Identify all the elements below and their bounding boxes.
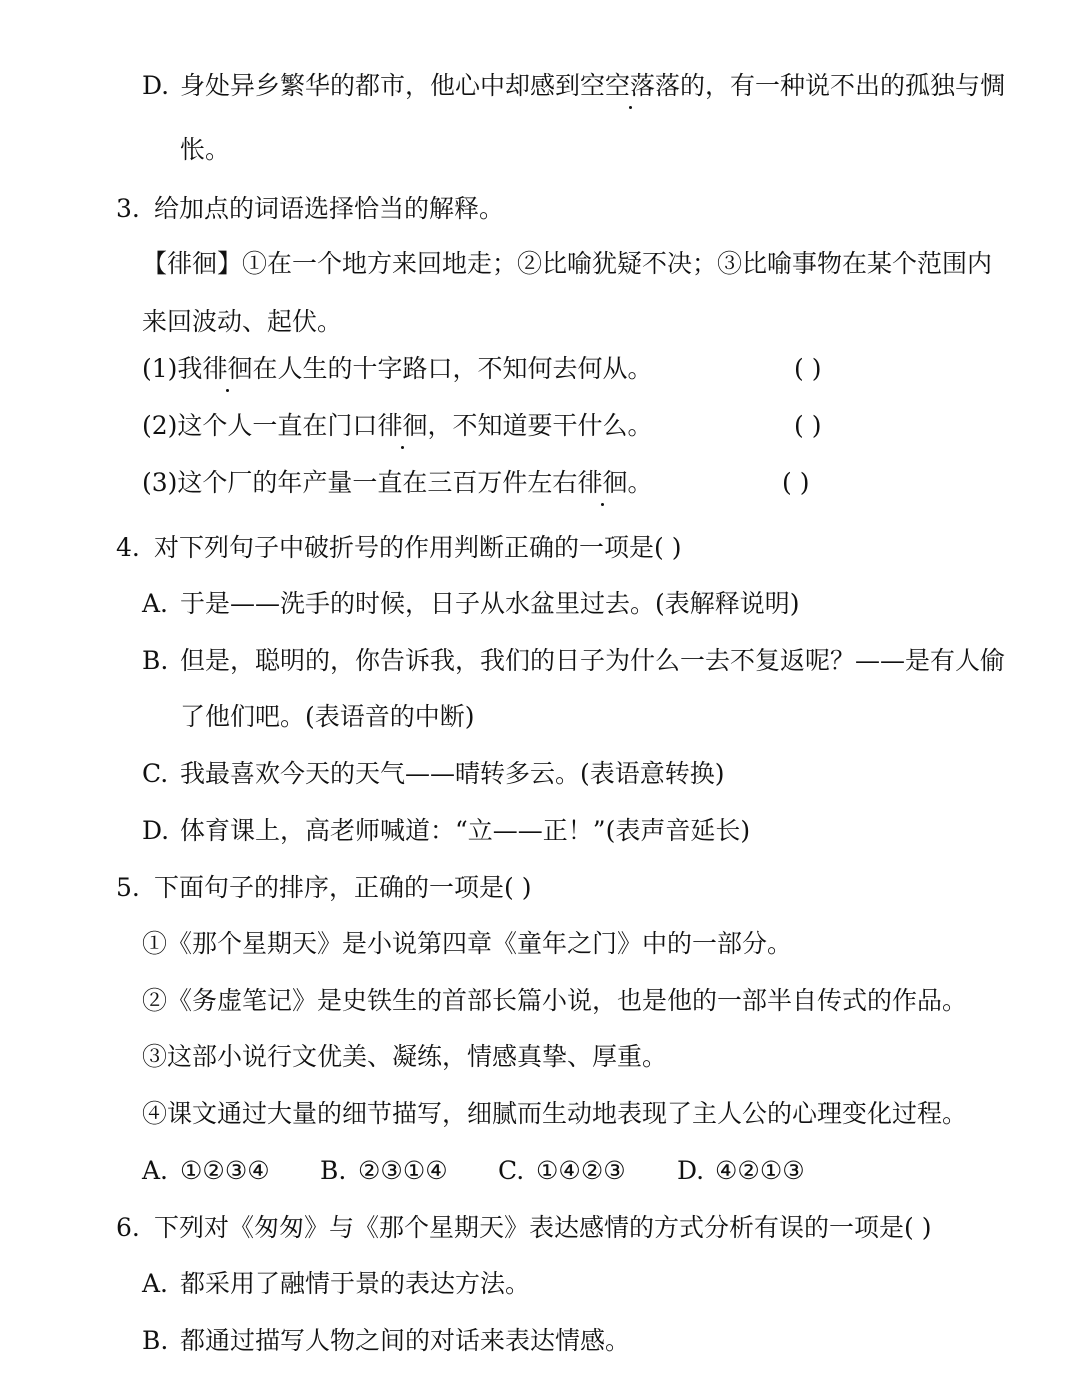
question-number: 5. [116,873,140,902]
option-label: A. [142,589,169,618]
item-text-pre: 这个人一直在门口 [177,411,378,440]
item-number: (1) [142,354,178,383]
q5-choice-a[interactable] [142,1155,270,1187]
q4-option-b [142,645,1005,677]
q5-choice-d[interactable] [677,1155,805,1187]
answer-blank[interactable]: ( ) [794,411,822,440]
option-label: B. [142,1326,169,1355]
choice-text: ①②③④ [180,1156,270,1185]
choice-text: ②③①④ [358,1156,448,1185]
question-5-stem [116,872,531,904]
option-text: 都采用了融情于景的表达方法。 [180,1269,531,1298]
item-text-post: 在人生的十字路口，不知何去何从。 [252,354,653,383]
option-label: D. [142,71,170,100]
option-text: 体育课上，高老师喊道：“立——正！”(表声音延长) [180,816,751,845]
definition-line-1: 【徘徊】①在一个地方来回地走；②比喻犹疑不决；③比喻事物在某个范围内 [142,249,993,278]
question-text: 给加点的词语选择恰当的解释。 [154,194,505,223]
question-3-stem [116,193,504,225]
item-text-post: ，不知道要干什么。 [427,411,653,440]
answer-blank[interactable]: ( ) [782,468,810,497]
option-text-pre: 身处异乡繁华的都市，他心中却感到 [180,71,581,100]
q3-item-1 [142,353,652,385]
q5-sentence-4: ④课文通过大量的细节描写，细腻而生动地表现了主人公的心理变化过程。 [142,1099,968,1128]
answer-blank[interactable]: ( ) [794,354,822,383]
question-6-stem [116,1212,931,1244]
q3-item-2 [142,410,652,442]
q5-sentence-1: ①《那个星期天》是小说第四章《童年之门》中的一部分。 [142,929,793,958]
item-text-pre: 我 [177,354,203,383]
dotted-word: 徘徊 [202,354,253,383]
question-4-stem [116,532,681,564]
option-label: C. [142,759,169,788]
q4-option-a [142,588,800,620]
option-text-post: 的，有一种说不出的孤独与惆 [680,71,1006,100]
item-number: (2) [142,411,178,440]
q2-option-d-continuation: 怅。 [180,135,231,164]
choice-label: A. [142,1156,169,1185]
question-text: 下面句子的排序，正确的一项是( ) [154,873,532,902]
q6-option-b [142,1325,630,1357]
dotted-word: 徘徊 [577,468,628,497]
dotted-word: 徘徊 [377,411,428,440]
choice-text: ①④②③ [536,1156,626,1185]
option-text: 我最喜欢今天的天气——晴转多云。(表语意转换) [180,759,725,788]
question-text: 对下列句子中破折号的作用判断正确的一项是( ) [154,533,682,562]
q4-option-b-continuation: 了他们吧。(表语音的中断) [180,702,475,731]
q4-option-d [142,815,750,847]
option-label: B. [142,646,169,675]
q5-sentence-3: ③这部小说行文优美、凝练，情感真挚、厚重。 [142,1042,668,1071]
choice-label: D. [677,1156,705,1185]
item-text-pre: 这个厂的年产量一直在三百万件左右 [177,468,578,497]
choice-label: C. [498,1156,525,1185]
q2-option-d [142,70,1005,102]
q5-sentence-2: ②《务虚笔记》是史铁生的首部长篇小说，也是他的一部半自传式的作品。 [142,986,968,1015]
definition-line-2: 来回波动、起伏。 [142,307,343,336]
q3-item-3 [142,467,652,499]
question-number: 6. [116,1213,140,1242]
option-label: D. [142,816,170,845]
option-text: 但是，聪明的，你告诉我，我们的日子为什么一去不复返呢？——是有人偷 [180,646,1006,675]
question-text: 下列对《匆匆》与《那个星期天》表达感情的方式分析有误的一项是( ) [154,1213,932,1242]
choice-text: ④②①③ [715,1156,805,1185]
option-label: A. [142,1269,169,1298]
q4-option-c [142,758,725,790]
question-number: 3. [116,194,140,223]
q5-choice-c[interactable] [498,1155,626,1187]
item-number: (3) [142,468,178,497]
item-text-post: 。 [627,468,653,497]
option-text: 都通过描写人物之间的对话来表达情感。 [180,1326,631,1355]
question-number: 4. [116,533,140,562]
option-text: 于是——洗手的时候，日子从水盆里过去。(表解释说明) [180,589,800,618]
choice-label: B. [320,1156,347,1185]
q5-choice-b[interactable] [320,1155,448,1187]
q6-option-a [142,1268,530,1300]
dotted-word: 空空落落 [580,71,681,100]
